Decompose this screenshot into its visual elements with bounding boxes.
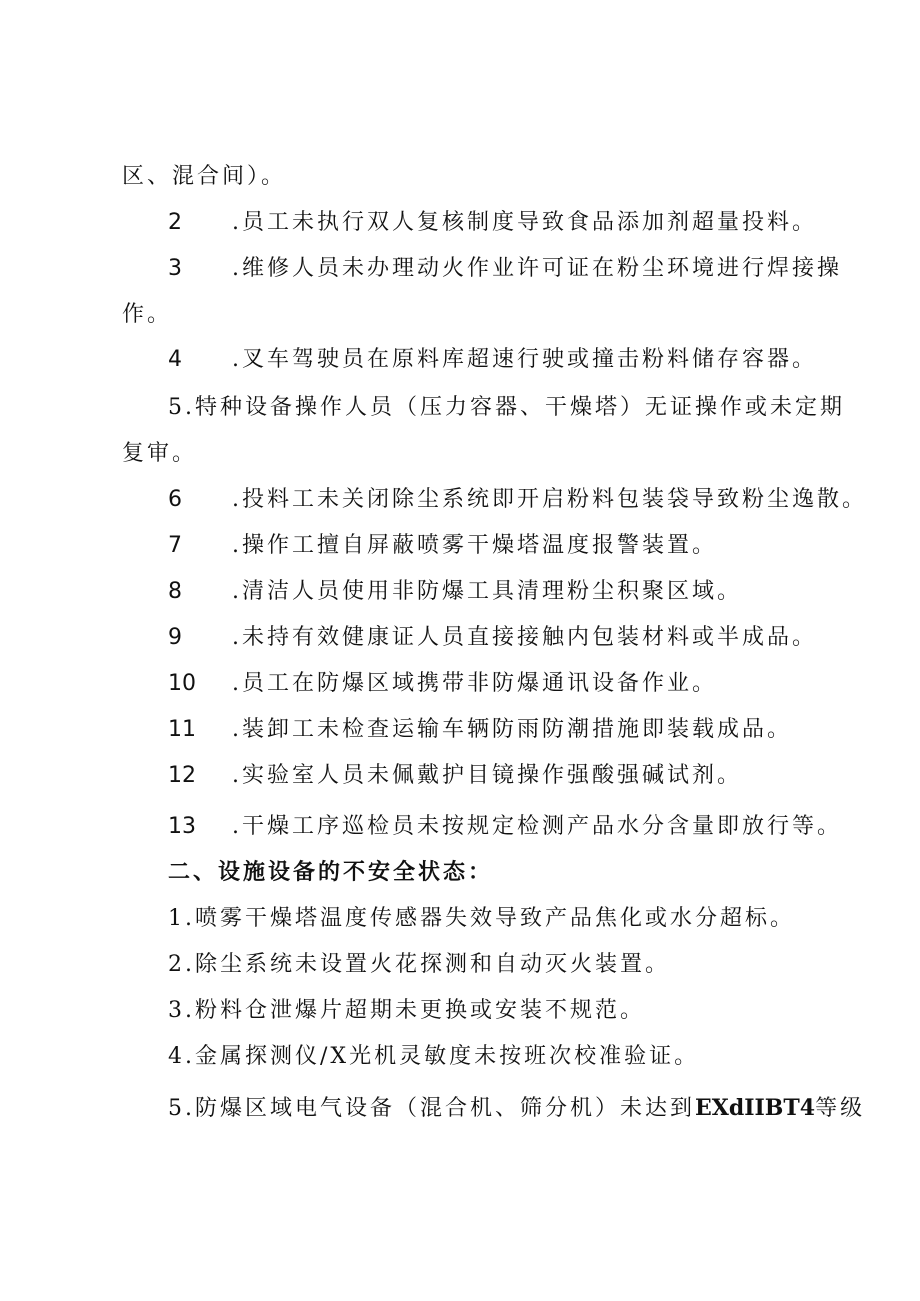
item-text: .未持有效健康证人员直接接触内包装材料或半成品。 <box>232 625 817 650</box>
item-number: 6 <box>168 487 182 512</box>
explosion-proof-code: EXdIIBT4 <box>695 1095 816 1121</box>
section-item: 4.金属探测仪/X光机灵敏度未按班次校准验证。 <box>168 1044 700 1069</box>
item-text: .投料工未关闭除尘系统即开启粉料包装袋导致粉尘逸散。 <box>232 487 867 512</box>
section-heading: 二、设施设备的不安全状态： <box>168 859 494 885</box>
item-text: .操作工擅自屏蔽喷雾干燥塔温度报警装置。 <box>232 533 717 558</box>
item-text: .干燥工序巡检员未按规定检测产品水分含量即放行等。 <box>232 814 842 839</box>
section-item: 3.粉料仓泄爆片超期未更换或安装不规范。 <box>168 998 645 1023</box>
item-number: 7 <box>168 533 182 558</box>
item-number: 9 <box>168 625 182 650</box>
item-number: 10 <box>168 671 196 696</box>
item-text: .实验室人员未佩戴护目镜操作强酸强碱试剂。 <box>232 763 742 788</box>
item-number: 13 <box>168 814 196 839</box>
item-number: 4 <box>168 347 182 372</box>
item-text: .员工在防爆区域携带非防爆通讯设备作业。 <box>232 671 717 696</box>
item-text: .清洁人员使用非防爆工具清理粉尘积聚区域。 <box>232 579 742 604</box>
section-item-prefix: 5.防爆区域电气设备（混合机、筛分机）未达到 <box>168 1096 695 1121</box>
item-text: 5.特种设备操作人员（压力容器、干燥塔）无证操作或未定期 <box>168 395 845 420</box>
section-item: 1.喷雾干燥塔温度传感器失效导致产品焦化或水分超标。 <box>168 906 795 931</box>
item-text-continuation: 作。 <box>122 302 173 327</box>
item-text: .员工未执行双人复核制度导致食品添加剂超量投料。 <box>232 210 817 235</box>
section-item: 2.除尘系统未设置火花探测和自动灭火装置。 <box>168 952 670 977</box>
item-number: 8 <box>168 579 182 604</box>
item-text: .维修人员未办理动火作业许可证在粉尘环境进行焊接操 <box>232 256 842 281</box>
item-number: 11 <box>168 717 196 742</box>
continuation-line: 区、混合间）。 <box>122 164 287 189</box>
section-item-suffix: 等级 <box>815 1096 866 1121</box>
item-number: 12 <box>168 763 196 788</box>
item-number: 3 <box>168 256 182 281</box>
item-text-continuation: 复审。 <box>122 441 198 466</box>
item-text: .装卸工未检查运输车辆防雨防潮措施即装载成品。 <box>232 717 792 742</box>
section-item <box>168 1093 865 1124</box>
item-text: .叉车驾驶员在原料库超速行驶或撞击粉料储存容器。 <box>232 347 817 372</box>
item-number: 2 <box>168 210 182 235</box>
